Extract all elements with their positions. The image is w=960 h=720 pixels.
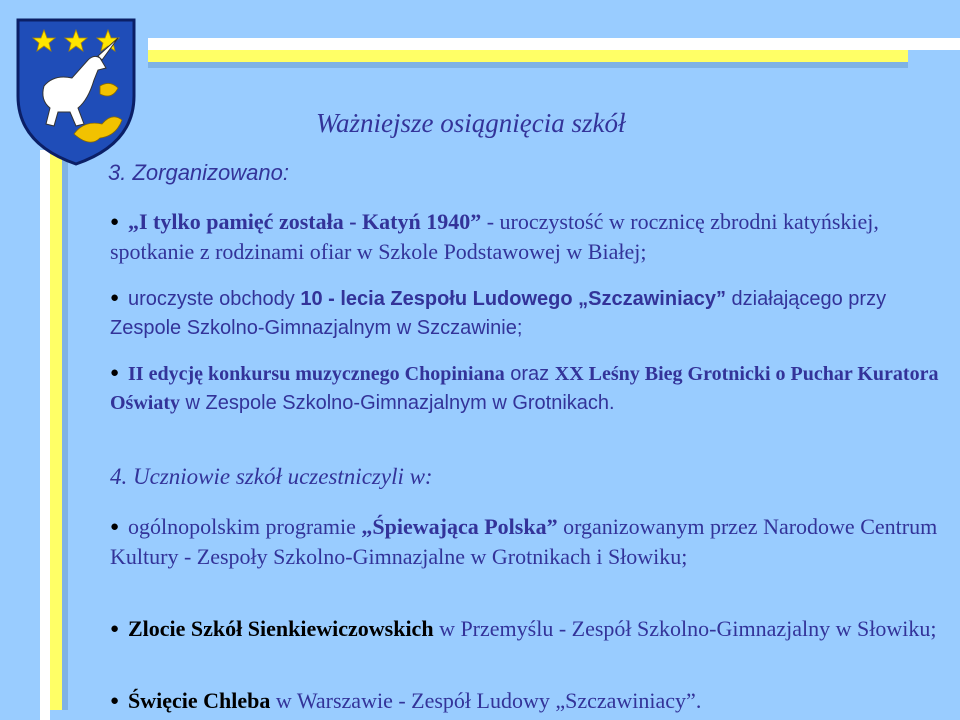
section-heading-4: 4. Uczniowie szkół uczestniczyli w:	[110, 464, 433, 489]
list-item: ● ogólnopolskim programie „Śpiewająca Polska” organizowanym przez Narodowe Centrum Kultury - Zespoły Szkolno-Gimnazjalne w Grotnikach i Słowiku;	[110, 514, 938, 569]
frame-top-yellow-bar	[148, 50, 908, 62]
bullet-dot-icon: ●	[110, 519, 120, 535]
bullet-dot-icon: ●	[110, 621, 120, 637]
frame-left-white-bar	[40, 150, 50, 720]
frame-left-yellow-bar	[50, 150, 62, 710]
bullet-dot-icon: ●	[110, 214, 120, 230]
list-item: ● Zlocie Szkół Sienkiewiczowskich w Przemyślu - Zespół Szkolno-Gimnazjalny w Słowiku;	[110, 614, 940, 644]
list-item: ● Święcie Chleba w Warszawie - Zespół Ludowy „Szczawiniacy”.	[110, 686, 940, 716]
frame-left-shadow-bar	[62, 150, 68, 710]
section-heading-3: 3. Zorganizowano:	[108, 160, 289, 185]
coat-of-arms-unicorn-icon	[14, 16, 138, 166]
bullet-dot-icon: ●	[110, 289, 120, 306]
page-title: Ważniejsze osiągnięcia szkół	[316, 108, 626, 138]
bullet-dot-icon: ●	[110, 364, 120, 381]
frame-top-white-bar	[148, 38, 960, 50]
bullet-dot-icon: ●	[110, 693, 120, 709]
list-item: ● „I tylko pamięć została - Katyń 1940” - uroczystość w rocznicę zbrodni katyńskiej, spotkanie z rodzinami ofiar w Szkole Podstawowej w Białej;	[110, 209, 879, 264]
list-item: ● II edycję konkursu muzycznego Chopiniana oraz XX Leśny Bieg Grotnicki o Puchar Kuratora Oświaty w Zespole Szkolno-Gimnazjalnym w Grotnikach.	[110, 358, 940, 418]
list-item: ● uroczyste obchody 10 - lecia Zespołu Ludowego „Szczawiniacy” działającego przy Zespole Szkolno-Gimnazjalnym w Szczawinie;	[110, 283, 940, 343]
frame-top-shadow-bar	[148, 62, 908, 68]
